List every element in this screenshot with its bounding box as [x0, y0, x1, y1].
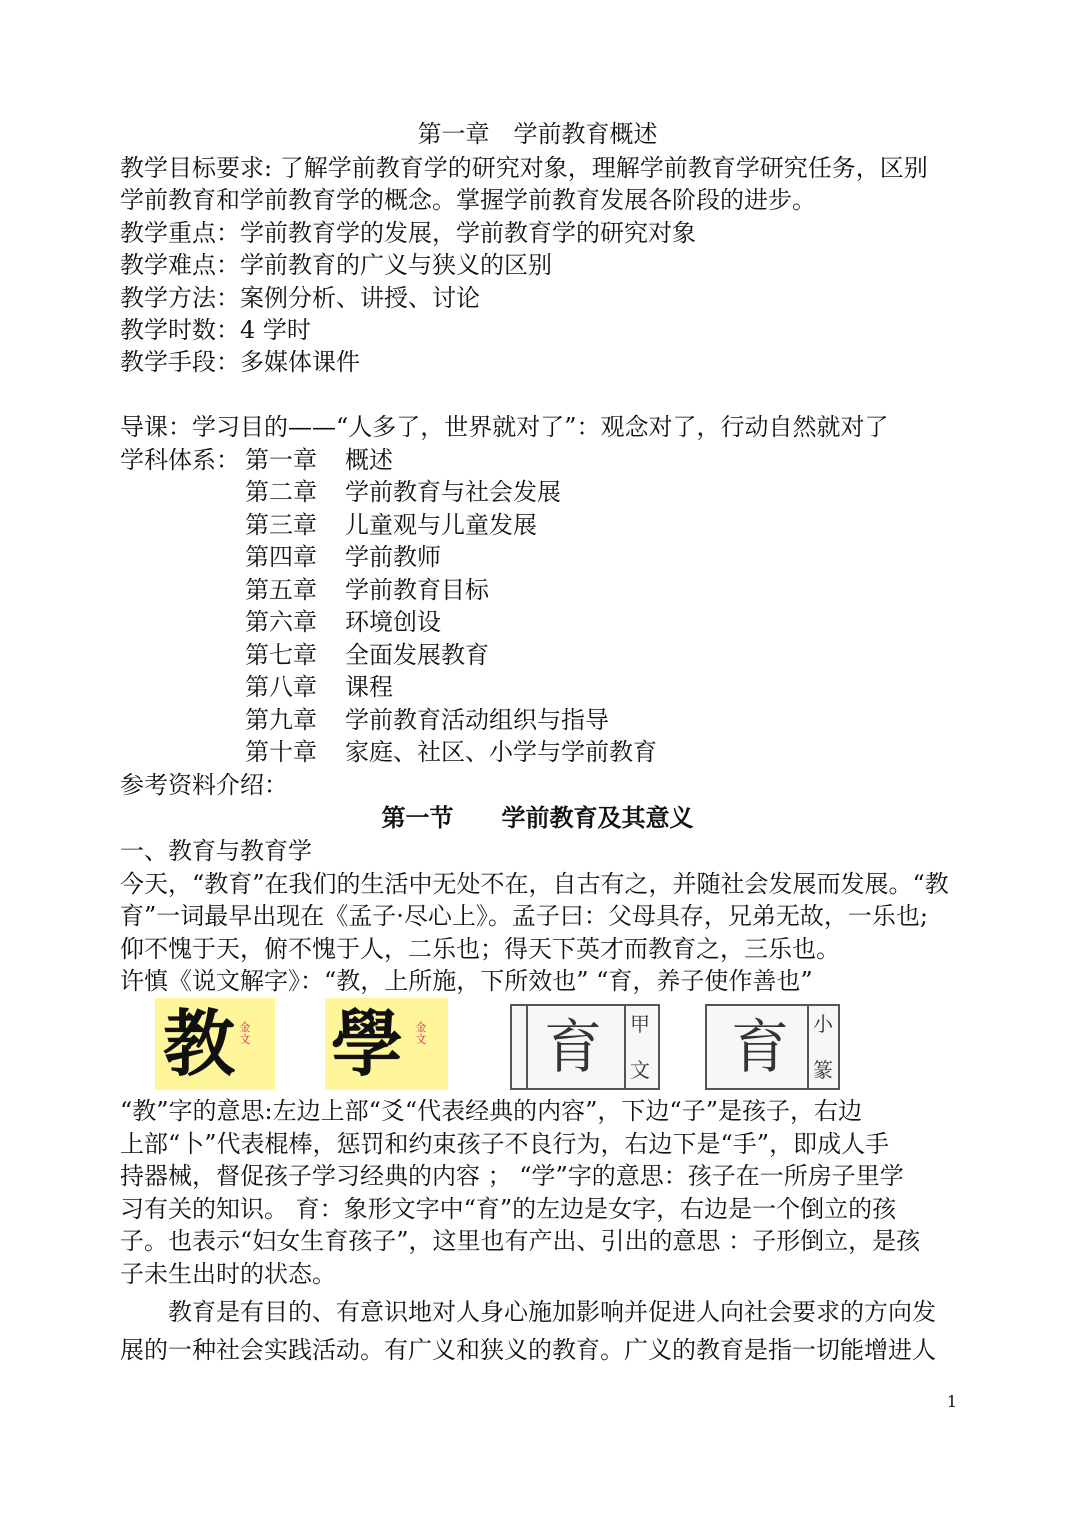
frame-line — [526, 1006, 528, 1088]
script-tag: 小 — [813, 1012, 833, 1036]
chapter-item — [245, 736, 657, 768]
chapter-name: 课程 — [345, 673, 393, 701]
chapter-num: 第七章 — [245, 641, 317, 669]
chapter-num: 第三章 — [245, 511, 317, 539]
chapter-item — [245, 639, 489, 671]
paragraph-line: 教育是有目的、有意识地对人身心施加影响并促进人向社会要求的方向发 — [168, 1298, 936, 1326]
chapter-name: 家庭、社区、小学与学前教育 — [345, 738, 657, 766]
chapter-item — [245, 444, 393, 476]
ancient-glyph: 育 — [544, 1013, 603, 1081]
ancient-glyph: 教 — [163, 1002, 236, 1086]
paragraph-line: 展的一种社会实践活动。有广义和狭义的教育。广义的教育是指一切能增进人 — [120, 1336, 936, 1364]
paragraph-line: “教”字的意思:左边上部“爻“代表经典的内容”，下边“子”是孩子，右边 — [120, 1097, 862, 1125]
chapter-item — [245, 671, 393, 703]
chapter-name: 学前教育活动组织与指导 — [345, 706, 609, 734]
script-tag: 篆 — [813, 1058, 833, 1082]
paragraph-line: 习有关的知识。 育：象形文字中“育”的左边是女字，右边是一个倒立的孩 — [120, 1195, 897, 1223]
chapter-item — [245, 509, 537, 541]
bronze-script-xue-image — [325, 998, 448, 1090]
paragraph-line: 许慎《说文解字》：“教，上所施，下所效也” “育，养子使作善也” — [120, 967, 813, 995]
chapter-item — [245, 476, 561, 508]
script-tag: 文 — [630, 1058, 650, 1082]
frame-line — [807, 1006, 809, 1088]
teaching-hours: 教学时数：4 学时 — [120, 316, 311, 344]
difficulties: 教学难点：学前教育的广义与狭义的区别 — [120, 251, 552, 279]
script-tag: 甲 — [630, 1012, 650, 1036]
paragraph-line: 上部“卜”代表棍棒，惩罚和约束孩子不良行为，右边下是“手”，即成人手 — [120, 1130, 890, 1158]
chapter-num: 第一章 — [245, 446, 317, 474]
objectives-line-1: 教学目标要求: 了解学前教育学的研究对象，理解学前教育学研究任务，区别 — [120, 154, 928, 182]
script-tag: 金文 — [239, 1021, 251, 1046]
oracle-bone-yu-image — [510, 1004, 660, 1090]
bronze-script-jiao-image — [155, 998, 275, 1090]
chapter-num: 第九章 — [245, 706, 317, 734]
frame-line — [624, 1006, 626, 1088]
paragraph-line: 子。也表示“妇女生育孩子”，这里也有产出、引出的意思 ：子形倒立，是孩 — [120, 1227, 921, 1255]
paragraph-line: 子未生出时的状态。 — [120, 1260, 336, 1288]
paragraph-line: 今天，“教育”在我们的生活中无处不在，自古有之，并随社会发展而发展。“教 — [120, 870, 949, 898]
chapter-num: 第六章 — [245, 608, 317, 636]
subsection-heading: 一、教育与教育学 — [120, 837, 312, 865]
teaching-methods: 教学方法：案例分析、讲授、讨论 — [120, 284, 480, 312]
chapter-num: 第五章 — [245, 576, 317, 604]
chapter-name: 学前教师 — [345, 543, 441, 571]
intro-line: 导课：学习目的——“人多了，世界就对了”：观念对了，行动自然就对了 — [120, 413, 889, 441]
small-seal-yu-image — [705, 1004, 840, 1090]
script-tag: 金文 — [415, 1021, 427, 1046]
chapter-name: 学前教育与社会发展 — [345, 478, 561, 506]
system-label: 学科体系： — [120, 446, 240, 474]
chapter-item — [245, 541, 441, 573]
chapter-num: 第二章 — [245, 478, 317, 506]
chapter-title: 第一章 学前教育概述 — [417, 120, 658, 148]
teaching-means: 教学手段：多媒体课件 — [120, 348, 360, 376]
ancient-glyph: 育 — [731, 1013, 790, 1081]
chapter-num: 第四章 — [245, 543, 317, 571]
chapter-name: 儿童观与儿童发展 — [345, 511, 537, 539]
references-label: 参考资料介绍： — [120, 771, 288, 799]
chapter-num: 第十章 — [245, 738, 317, 766]
chapter-item — [245, 574, 489, 606]
chapter-name: 环境创设 — [345, 608, 441, 636]
chapter-item — [245, 606, 441, 638]
paragraph-line: 仰不愧于天，俯不愧于人，二乐也；得天下英才而教育之，三乐也。 — [120, 935, 840, 963]
page-number: 1 — [946, 1392, 957, 1411]
section-title: 第一节 学前教育及其意义 — [381, 803, 694, 832]
paragraph-line: 育”一词最早出现在《孟子·尽心上》。孟子曰：父母具存，兄弟无故，一乐也; — [120, 902, 928, 930]
chapter-name: 全面发展教育 — [345, 641, 489, 669]
chapter-num: 第八章 — [245, 673, 317, 701]
chapter-name: 学前教育目标 — [345, 576, 489, 604]
ancient-glyph: 學 — [331, 1002, 404, 1086]
chapter-item — [245, 704, 609, 736]
key-points: 教学重点：学前教育学的发展，学前教育学的研究对象 — [120, 219, 696, 247]
objectives-line-2: 学前教育和学前教育学的概念。掌握学前教育发展各阶段的进步。 — [120, 186, 816, 214]
paragraph-line: 持器械，督促孩子学习经典的内容 ； “学”字的意思：孩子在一所房子里学 — [120, 1162, 904, 1190]
chapter-name: 概述 — [345, 446, 393, 474]
